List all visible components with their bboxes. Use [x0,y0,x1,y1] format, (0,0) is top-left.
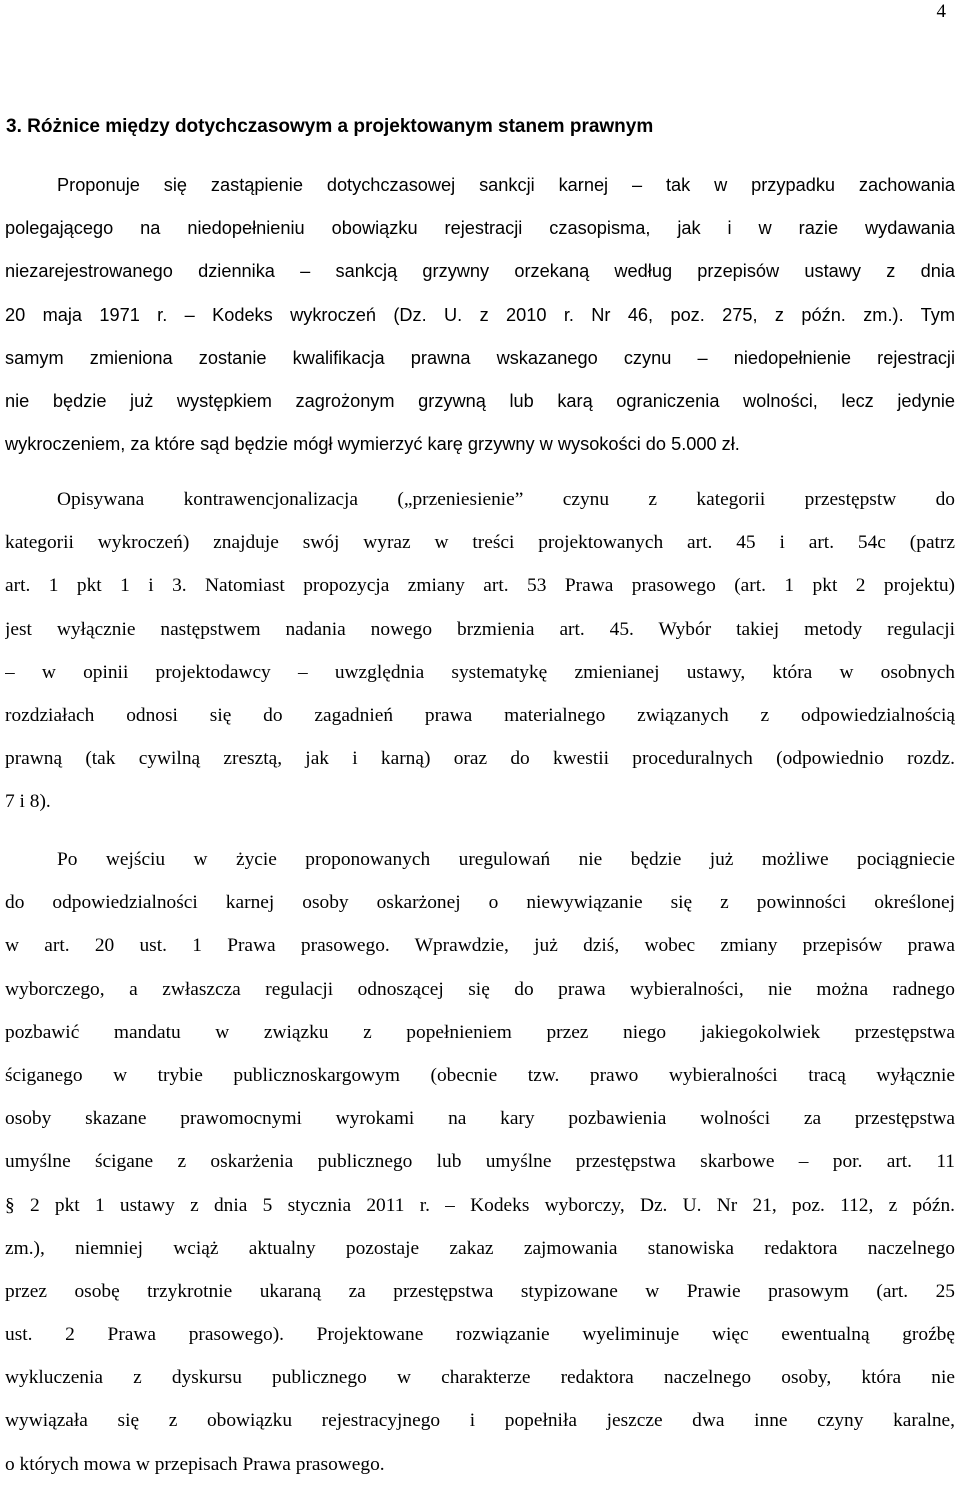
paragraph-line: w art. 20 ust. 1 Prawa prasowego. Wprawdzie, już dziś, wobec zmiany przepisów prawa [5,935,955,957]
paragraph-1 [5,164,955,466]
paragraph-line: o których mowa w przepisach Prawa prasowego. [5,1453,385,1475]
paragraph-line: 7 i 8). [5,791,51,813]
paragraph-line: do odpowiedzialności karnej osoby oskarżonej o niewywiązanie się z powinności określonej [5,892,955,914]
paragraph-3 [5,838,955,1486]
paragraph-line: 20 maja 1971 r. – Kodeks wykroczeń (Dz. U. z 2010 r. Nr 46, poz. 275, z późn. zm.). Tym [5,304,955,325]
paragraph-line: kategorii wykroczeń) znajduje swój wyraz w treści projektowanych art. 45 i art. 54c (patrz [5,532,955,554]
paragraph-line: osoby skazane prawomocnymi wyrokami na kary pozbawienia wolności za przestępstwa [5,1108,955,1130]
paragraph-line: prawną (tak cywilną zresztą, jak i karną) oraz do kwestii proceduralnych (odpowiednio rozdz. [5,748,955,770]
paragraph-line: Opisywana kontrawencjonalizacja („przeniesienie” czynu z kategorii przestępstw do [57,489,955,510]
paragraph-line: umyślne ścigane z oskarżenia publicznego lub umyślne przestępstwa skarbowe – por. art. 11 [5,1151,955,1173]
paragraph-line: art. 1 pkt 1 i 3. Natomiast propozycja zmiany art. 53 Prawa prasowego (art. 1 pkt 2 projektu) [5,575,955,597]
paragraph-line: nie będzie już występkiem zagrożonym grzywną lub karą ograniczenia wolności, lecz jedynie [5,390,955,411]
paragraph-line: ściganego w trybie publicznoskargowym (obecnie tzw. prawo wybieralności tracą wyłącznie [5,1064,955,1086]
paragraph-line: § 2 pkt 1 ustawy z dnia 5 stycznia 2011 r. – Kodeks wyborczy, Dz. U. Nr 21, poz. 112, z późn. [5,1194,955,1216]
paragraph-line: zm.), niemniej wciąż aktualny pozostaje zakaz zajmowania stanowiska redaktora naczelnego [5,1237,955,1259]
section-heading: 3. Różnice między dotychczasowym a projektowanym stanem prawnym [6,116,654,137]
paragraph-line: – w opinii projektodawcy – uwzględnia systematykę zmienianej ustawy, która w osobnych [5,661,955,683]
paragraph-line: polegającego na niedopełnieniu obowiązku rejestracji czasopisma, jak i w razie wydawania [5,218,955,239]
page-number: 4 [936,1,946,22]
paragraph-line: wykroczeniem, za które sąd będzie mógł wymierzyć karę grzywny w wysokości do 5.000 zł. [5,434,740,455]
paragraph-line: pozbawić mandatu w związku z popełnieniem przez niego jakiegokolwiek przestępstwa [5,1021,955,1043]
paragraph-line: przez osobę trzykrotnie ukaraną za przestępstwa stypizowane w Prawie prasowym (art. 25 [5,1280,955,1302]
paragraph-line: rozdziałach odnosi się do zagadnień prawa materialnego związanych z odpowiedzialnością [5,704,955,726]
paragraph-line: Po wejściu w życie proponowanych uregulowań nie będzie już możliwe pociągniecie [57,849,955,870]
paragraph-line: niezarejestrowanego dziennika – sankcją grzywny orzekaną według przepisów ustawy z dnia [5,261,955,282]
paragraph-line: jest wyłącznie następstwem nadania nowego brzmienia art. 45. Wybór takiej metody regulacji [5,618,955,640]
paragraph-2 [5,478,955,824]
paragraph-line: samym zmieniona zostanie kwalifikacja prawna wskazanego czynu – niedopełnienie rejestracji [5,347,955,368]
paragraph-line: wykluczenia z dyskursu publicznego w charakterze redaktora naczelnego osoby, która nie [5,1367,955,1389]
paragraph-line: wywiązała się z obowiązku rejestracyjnego i popełniła jeszcze dwa inne czyny karalne, [5,1410,955,1432]
paragraph-line: Proponuje się zastąpienie dotychczasowej sankcji karnej – tak w przypadku zachowania [57,175,955,195]
paragraph-line: wyborczego, a zwłaszcza regulacji odnoszącej się do prawa wybieralności, nie można radnego [5,978,955,1000]
paragraph-line: ust. 2 Prawa prasowego). Projektowane rozwiązanie wyeliminuje więc ewentualną groźbę [5,1324,955,1346]
